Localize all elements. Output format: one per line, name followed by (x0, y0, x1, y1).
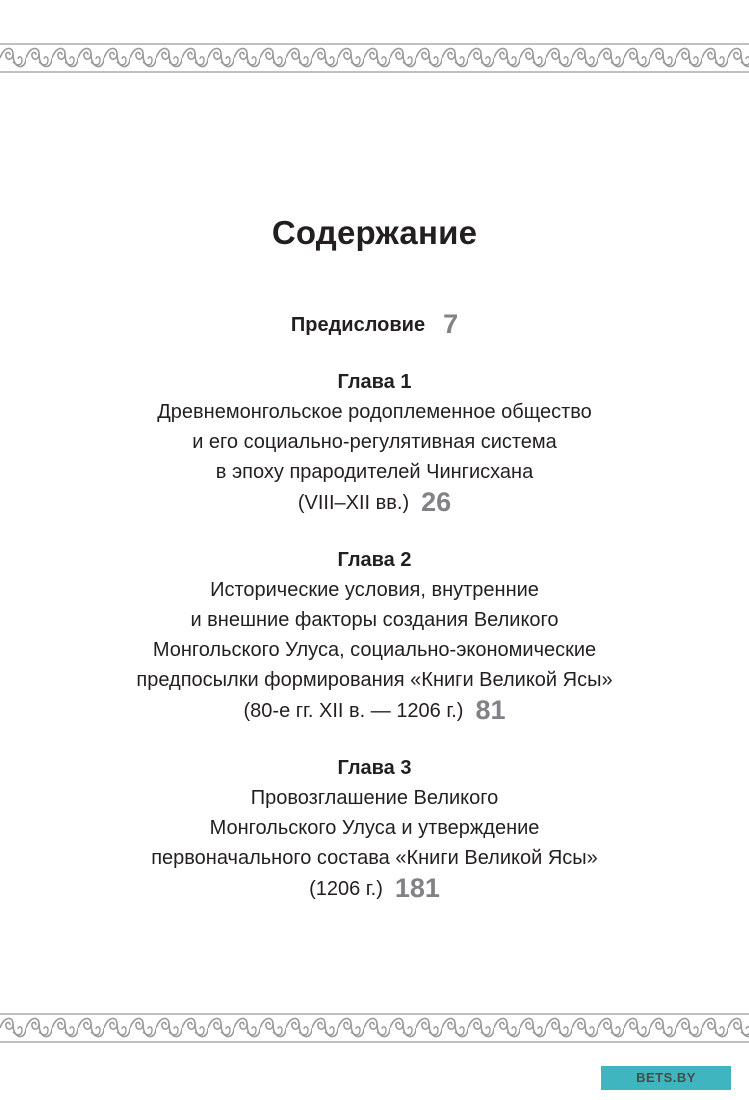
toc-entry-chapter-1[interactable] (0, 486, 749, 518)
chapter-2-title-line: Исторические условия, внутренние (210, 579, 539, 601)
page-title: Содержание (271, 214, 478, 252)
preface-page-number: 7 (443, 309, 459, 339)
top-ornament-border (0, 40, 749, 76)
chapter-1-heading: Глава 1 (337, 371, 412, 393)
chapter-1-title-line: и его социально-регулятивная система (192, 431, 557, 453)
chapter-2-page-number: 81 (475, 695, 506, 725)
chapter-2-title-line: и внешние факторы создания Великого (190, 609, 559, 631)
chapter-2-title-line: Монгольского Улуса, социально-экономические (152, 639, 597, 661)
site-watermark: BETS.BY (601, 1066, 731, 1090)
chapter-1-title-line: (VIII–XII вв.) (297, 492, 410, 514)
chapter-1-title-line: Древнемонгольское родоплеменное общество (157, 401, 592, 423)
chapter-1-title-line: в эпоху прародителей Чингисхана (215, 461, 534, 483)
chapter-1-page-number: 26 (421, 487, 452, 517)
chapter-3-title-line: (1206 г.) (309, 878, 383, 900)
chapter-3-title-line: Провозглашение Великого (250, 787, 499, 809)
chapter-3-title-line: первоначального состава «Книги Великой Ясы» (151, 847, 598, 869)
chapter-3-title-line: Монгольского Улуса и утверждение (209, 817, 540, 839)
chapter-3-heading: Глава 3 (337, 757, 412, 779)
chapter-2-title-line: (80-е гг. XII в. — 1206 г.) (243, 700, 464, 722)
toc-entry-chapter-3[interactable] (0, 872, 749, 904)
toc-entry-chapter-2[interactable] (0, 694, 749, 726)
toc-entry-preface[interactable] (0, 308, 749, 340)
bottom-ornament-border (0, 1010, 749, 1046)
chapter-3-page-number: 181 (394, 873, 440, 903)
chapter-2-title-line: предпосылки формирования «Книги Великой Ясы» (136, 669, 613, 691)
preface-label: Предисловие (290, 314, 426, 336)
chapter-2-heading: Глава 2 (337, 549, 412, 571)
